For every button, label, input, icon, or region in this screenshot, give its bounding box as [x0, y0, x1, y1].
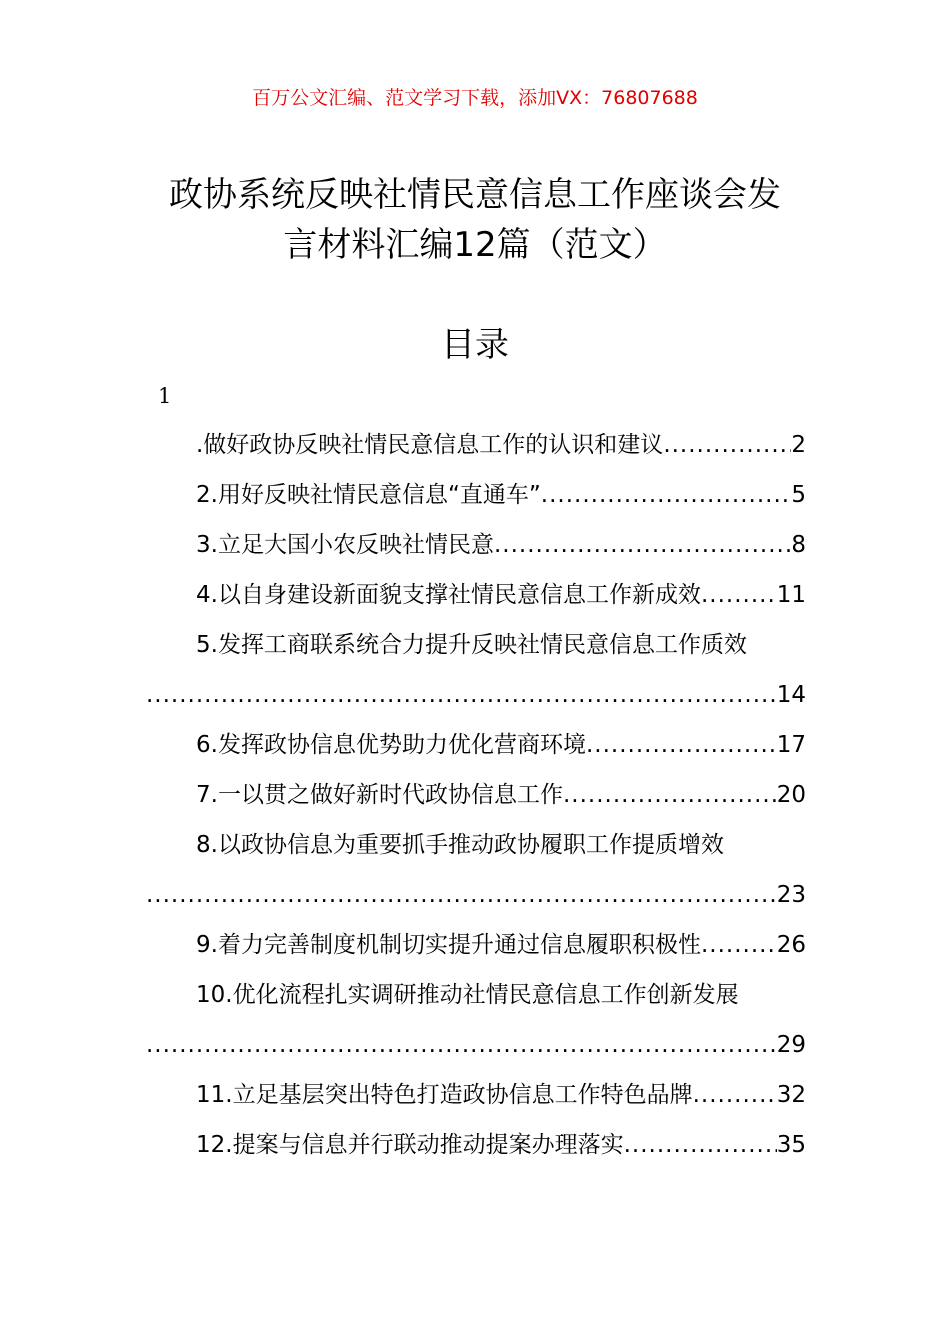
toc-entry-title: 5.发挥工商联系统合力提升反映社情民意信息工作质效 — [196, 632, 747, 658]
toc-leader-dots — [563, 770, 777, 820]
toc-entry-5[interactable] — [146, 620, 806, 720]
table-of-contents — [146, 420, 806, 1170]
toc-entry-title: 7.一以贯之做好新时代政协信息工作 — [196, 782, 563, 808]
document-title — [120, 170, 830, 270]
toc-leader-dots — [624, 1120, 777, 1170]
toc-entry-7[interactable] — [146, 770, 806, 820]
toc-entry-title: 11.立足基层突出特色打造政协信息工作特色品牌 — [196, 1082, 693, 1108]
toc-leader-dots — [146, 670, 777, 720]
toc-entry-page: 11 — [776, 582, 806, 608]
toc-entry-8[interactable] — [146, 820, 806, 920]
toc-entry-page: 29 — [776, 1032, 806, 1058]
toc-entry-title: 12.提案与信息并行联动推动提案办理落实 — [196, 1132, 624, 1158]
toc-leader-dots — [663, 420, 791, 470]
toc-entry-page: 20 — [776, 782, 806, 808]
toc-entry-page: 23 — [776, 882, 806, 908]
toc-leader-dots — [146, 1020, 777, 1070]
toc-entry-title: 9.着力完善制度机制切实提升通过信息履职积极性 — [196, 932, 701, 958]
toc-entry-11[interactable] — [146, 1070, 806, 1120]
toc-entry-title: 6.发挥政协信息优势助力优化营商环境 — [196, 732, 586, 758]
toc-entry-page: 8 — [791, 532, 806, 558]
toc-leader-dots — [693, 1070, 777, 1120]
toc-leader-dots — [701, 920, 777, 970]
toc-entry-4[interactable] — [146, 570, 806, 620]
toc-entry-9[interactable] — [146, 920, 806, 970]
toc-heading: 目录 — [441, 325, 509, 365]
toc-entry-page: 2 — [791, 432, 806, 458]
toc-leader-dots — [586, 720, 777, 770]
toc-entry-title: 2.用好反映社情民意信息“直通车” — [196, 482, 541, 508]
toc-leader-dots — [541, 470, 792, 520]
header-banner: 百万公文汇编、范文学习下载，添加VX：76807688 — [252, 87, 698, 109]
toc-entry-title: 8.以政协信息为重要抓手推动政协履职工作提质增效 — [196, 832, 724, 858]
toc-entry-title: 10.优化流程扎实调研推动社情民意信息工作创新发展 — [196, 982, 739, 1008]
toc-leader-dots — [701, 570, 777, 620]
toc-entry-page: 32 — [776, 1082, 806, 1108]
document-title-line-1: 政协系统反映社情民意信息工作座谈会发 — [169, 175, 781, 215]
toc-entry-page: 5 — [791, 482, 806, 508]
toc-entry-3[interactable] — [146, 520, 806, 570]
toc-entry-2[interactable] — [146, 470, 806, 520]
toc-entry-6[interactable] — [146, 720, 806, 770]
toc-entry-10[interactable] — [146, 970, 806, 1070]
toc-entry-12[interactable] — [146, 1120, 806, 1170]
toc-entry-1[interactable] — [146, 420, 806, 470]
toc-entry-page: 14 — [776, 682, 806, 708]
toc-section-number: 1 — [158, 384, 172, 408]
toc-entry-title: 3.立足大国小农反映社情民意 — [196, 532, 494, 558]
toc-entry-page: 26 — [776, 932, 806, 958]
toc-entry-page: 17 — [776, 732, 806, 758]
toc-leader-dots — [494, 520, 791, 570]
document-title-line-2: 言材料汇编12篇（范文） — [283, 225, 667, 265]
toc-leader-dots — [146, 870, 777, 920]
toc-entry-page: 35 — [776, 1132, 806, 1158]
toc-entry-title: .做好政协反映社情民意信息工作的认识和建议 — [196, 432, 664, 458]
toc-entry-title: 4.以自身建设新面貌支撑社情民意信息工作新成效 — [196, 582, 701, 608]
